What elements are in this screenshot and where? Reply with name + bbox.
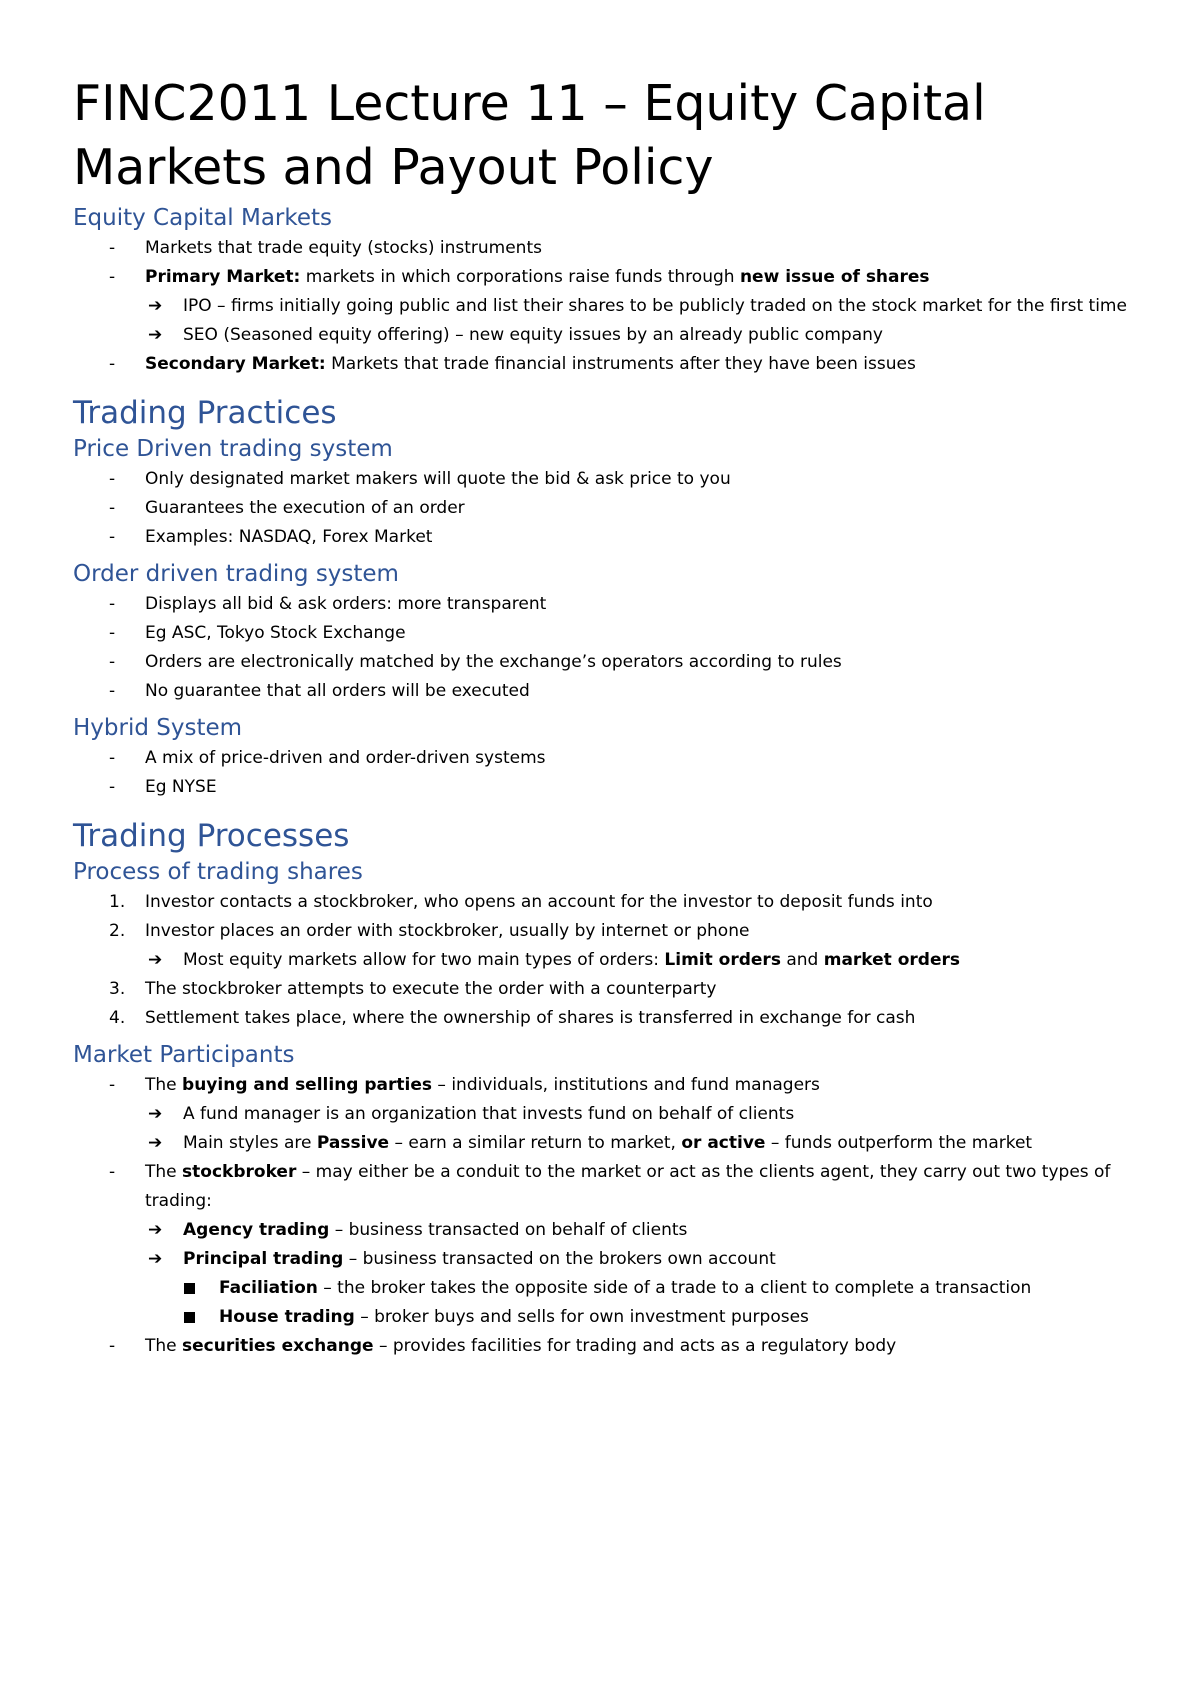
list-item-text: The <box>145 1336 183 1356</box>
list-item-text: Main styles are <box>183 1133 317 1153</box>
list-item-text: Only designated market makers will quote the bid & ask price to you <box>145 469 731 489</box>
arrow-bullet-icon: ➔ <box>148 1249 163 1269</box>
list-item-text: – may either be a conduit to the market or act as the clients agent, they carry out two types of trading: <box>145 1162 1111 1211</box>
list-item-text: markets in which corporations raise funds through <box>300 267 740 287</box>
term-principal-trading: Principal trading <box>183 1249 344 1269</box>
list-item-text: – the broker takes the opposite side of a trade to a client to complete a transaction <box>317 1278 1032 1298</box>
list-item <box>73 1245 1133 1274</box>
heading-market-participants: Market Participants <box>73 1042 295 1068</box>
dash-bullet: - <box>109 238 116 258</box>
document-page <box>73 72 1133 1361</box>
square-bullet-icon <box>184 1303 214 1333</box>
list-item-text: A mix of price-driven and order-driven systems <box>145 748 546 768</box>
list-item <box>73 234 1133 263</box>
list-item-text: Eg NYSE <box>145 777 217 797</box>
list-item-text: Eg ASC, Tokyo Stock Exchange <box>145 623 406 643</box>
list-item <box>73 321 1133 350</box>
dash-bullet: - <box>109 652 116 672</box>
heading-price-driven: Price Driven trading system <box>73 436 393 462</box>
dash-bullet: - <box>109 1162 116 1182</box>
heading-process-of-trading: Process of trading shares <box>73 859 363 885</box>
list-item <box>73 465 1133 494</box>
term-limit-orders: Limit orders <box>664 950 781 970</box>
heading-equity-capital-markets: Equity Capital Markets <box>73 205 333 231</box>
list-item <box>73 292 1133 321</box>
list-item-text: SEO (Seasoned equity offering) – new equity issues by an already public company <box>183 325 883 345</box>
term-new-issue: new issue of shares <box>739 267 930 287</box>
dash-bullet: - <box>109 498 116 518</box>
order-driven-list <box>73 590 1133 706</box>
list-item <box>73 350 1133 379</box>
heading-trading-practices: Trading Practices <box>73 395 337 431</box>
dash-bullet: - <box>109 623 116 643</box>
list-item <box>73 1274 1133 1303</box>
list-item-text: – broker buys and sells for own investment purposes <box>354 1307 809 1327</box>
list-item <box>73 946 1133 975</box>
arrow-bullet-icon: ➔ <box>148 1133 163 1153</box>
numbered-item <box>73 888 1133 917</box>
term-agency-trading: Agency trading <box>183 1220 330 1240</box>
term-stockbroker: stockbroker <box>182 1162 297 1182</box>
dash-bullet: - <box>109 527 116 547</box>
list-item <box>73 1158 1133 1216</box>
list-item-text: No guarantee that all orders will be executed <box>145 681 530 701</box>
term-passive: Passive <box>316 1133 390 1153</box>
heading-trading-processes: Trading Processes <box>73 818 350 854</box>
term-primary-market: Primary Market: <box>145 267 301 287</box>
list-item-text: – individuals, institutions and fund managers <box>432 1075 820 1095</box>
list-item-text: Displays all bid & ask orders: more transparent <box>145 594 547 614</box>
list-item <box>73 1303 1133 1332</box>
arrow-bullet-icon: ➔ <box>148 1104 163 1124</box>
dash-bullet: - <box>109 748 116 768</box>
list-item-text: – funds outperform the market <box>765 1133 1033 1153</box>
dash-bullet: - <box>109 1336 116 1356</box>
list-item-text: Markets that trade equity (stocks) instruments <box>145 238 542 258</box>
list-item-text: Investor places an order with stockbroker, usually by internet or phone <box>145 921 750 941</box>
step-number: 1. <box>109 892 126 912</box>
list-item-text: The stockbroker attempts to execute the order with a counterparty <box>145 979 717 999</box>
step-number: 2. <box>109 921 126 941</box>
term-market-orders: market orders <box>823 950 960 970</box>
list-item <box>73 677 1133 706</box>
heading-order-driven: Order driven trading system <box>73 561 399 587</box>
arrow-bullet-icon: ➔ <box>148 950 163 970</box>
numbered-item <box>73 1004 1133 1033</box>
price-driven-list <box>73 465 1133 552</box>
arrow-bullet-icon: ➔ <box>148 1220 163 1240</box>
list-item-text: and <box>780 950 824 970</box>
arrow-bullet-icon: ➔ <box>148 296 163 316</box>
list-item-text: – earn a similar return to market, <box>389 1133 682 1153</box>
list-item-text: Investor contacts a stockbroker, who opens an account for the investor to deposit funds into <box>145 892 933 912</box>
square-bullet-icon <box>184 1274 214 1304</box>
dash-bullet: - <box>109 777 116 797</box>
dash-bullet: - <box>109 354 116 374</box>
list-item-text: Markets that trade financial instruments after they have been issues <box>325 354 916 374</box>
list-item-text: – provides facilities for trading and acts as a regulatory body <box>373 1336 897 1356</box>
list-item <box>73 494 1133 523</box>
list-item-text: The <box>145 1162 183 1182</box>
list-item <box>73 773 1133 802</box>
ecm-list <box>73 234 1133 379</box>
term-buying-selling-parties: buying and selling parties <box>182 1075 433 1095</box>
term-house-trading: House trading <box>219 1307 355 1327</box>
step-number: 3. <box>109 979 126 999</box>
arrow-bullet-icon: ➔ <box>148 325 163 345</box>
list-item <box>73 1129 1133 1158</box>
dash-bullet: - <box>109 1075 116 1095</box>
list-item <box>73 1071 1133 1100</box>
list-item-text: Guarantees the execution of an order <box>145 498 465 518</box>
term-secondary-market: Secondary Market: <box>145 354 326 374</box>
list-item <box>73 1216 1133 1245</box>
document-title: FINC2011 Lecture 11 – Equity Capital Markets and Payout Policy <box>73 75 986 196</box>
heading-hybrid-system: Hybrid System <box>73 715 243 741</box>
process-steps-list <box>73 888 1133 1033</box>
list-item-text: Most equity markets allow for two main types of orders: <box>183 950 665 970</box>
step-number: 4. <box>109 1008 126 1028</box>
term-faciliation: Faciliation <box>219 1278 318 1298</box>
list-item <box>73 590 1133 619</box>
list-item <box>73 648 1133 677</box>
list-item-text: – business transacted on behalf of clients <box>329 1220 688 1240</box>
numbered-item <box>73 975 1133 1004</box>
hybrid-list <box>73 744 1133 802</box>
list-item <box>73 619 1133 648</box>
participants-list <box>73 1071 1133 1361</box>
list-item <box>73 523 1133 552</box>
dash-bullet: - <box>109 469 116 489</box>
list-item-text: – business transacted on the brokers own account <box>343 1249 776 1269</box>
term-securities-exchange: securities exchange <box>182 1336 374 1356</box>
dash-bullet: - <box>109 267 116 287</box>
list-item <box>73 1332 1133 1361</box>
list-item <box>73 744 1133 773</box>
dash-bullet: - <box>109 594 116 614</box>
list-item-text: Orders are electronically matched by the exchange’s operators according to rules <box>145 652 842 672</box>
list-item <box>73 1100 1133 1129</box>
list-item-text: Settlement takes place, where the ownership of shares is transferred in exchange for cash <box>145 1008 916 1028</box>
term-active: or active <box>681 1133 766 1153</box>
list-item-text: The <box>145 1075 183 1095</box>
list-item-text: IPO – firms initially going public and list their shares to be publicly traded on the stock market for the first time <box>183 296 1127 316</box>
dash-bullet: - <box>109 681 116 701</box>
list-item-text: Examples: NASDAQ, Forex Market <box>145 527 433 547</box>
numbered-item <box>73 917 1133 946</box>
list-item <box>73 263 1133 292</box>
list-item-text: A fund manager is an organization that invests fund on behalf of clients <box>183 1104 795 1124</box>
